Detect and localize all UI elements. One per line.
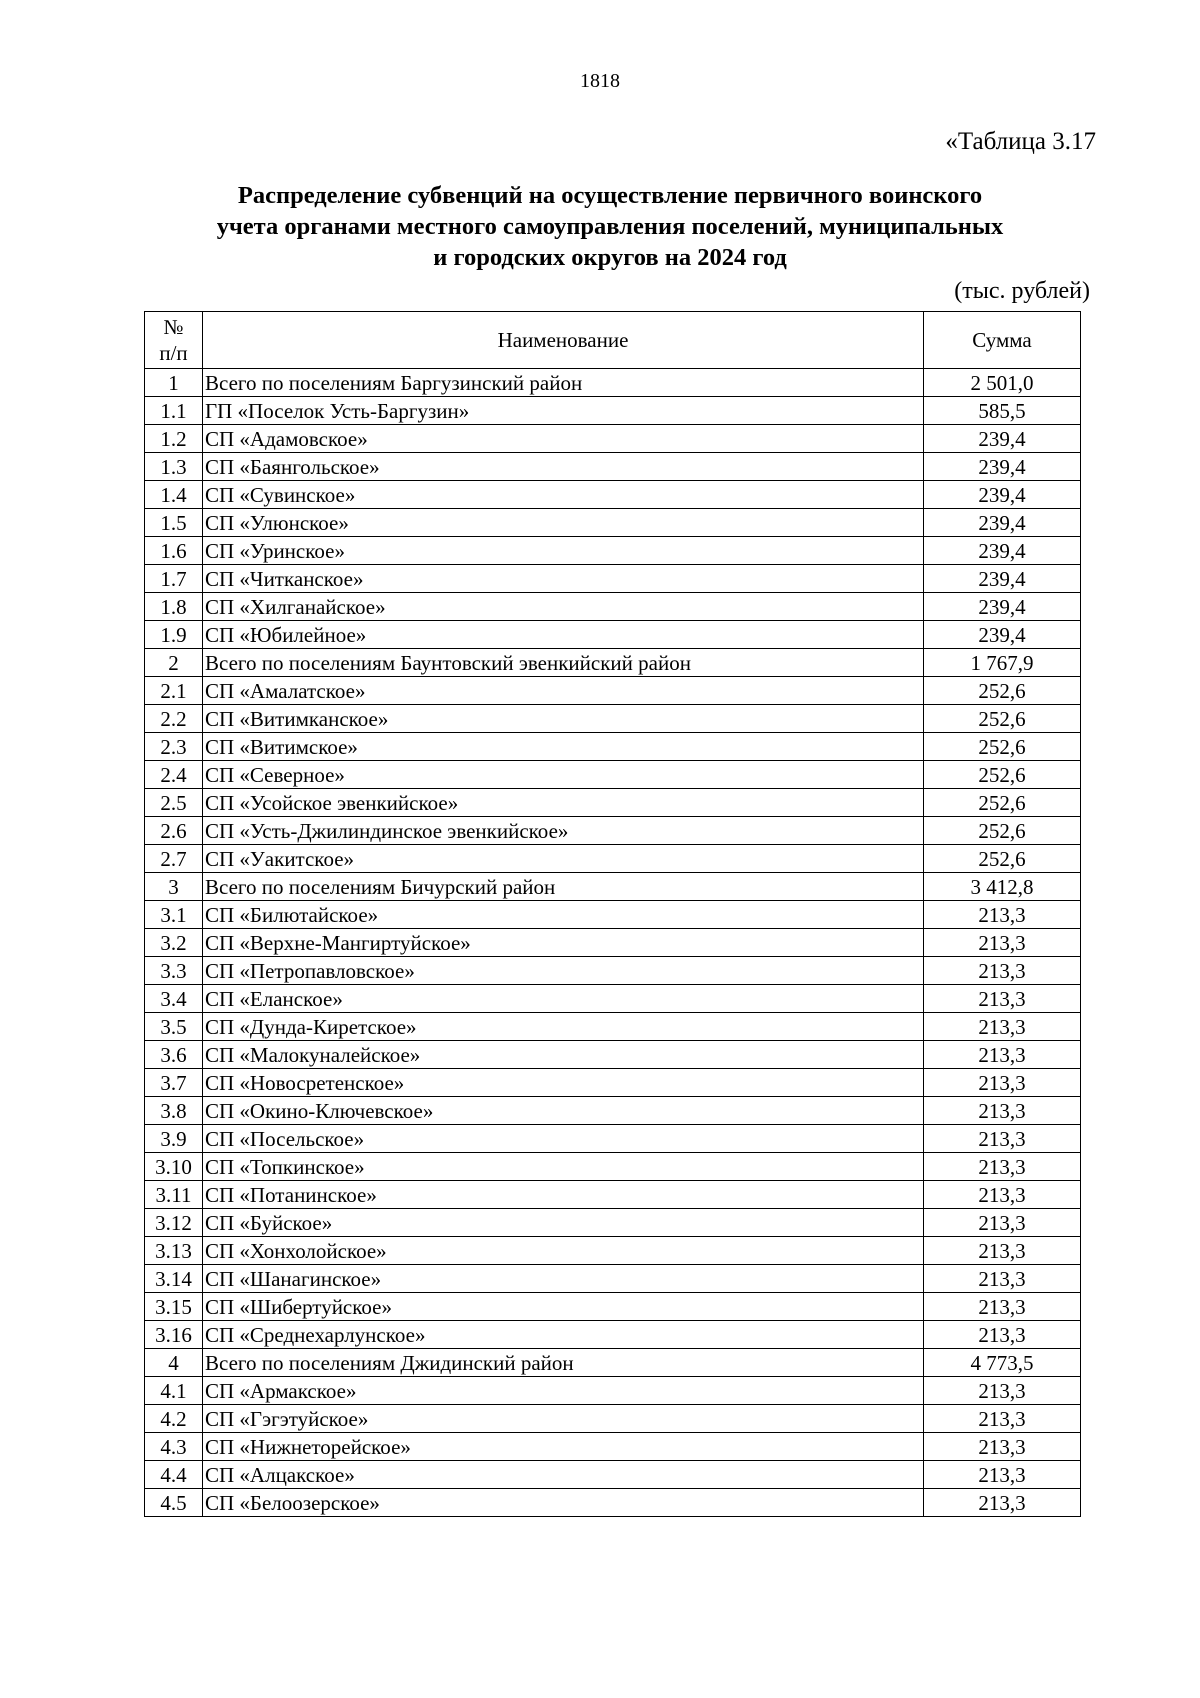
row-sum: 213,3 [924, 985, 1081, 1013]
table-row [145, 761, 1081, 789]
row-number: 2 [145, 649, 203, 677]
row-number: 3.2 [145, 929, 203, 957]
row-name: СП «Улюнское» [203, 509, 924, 537]
row-sum: 213,3 [924, 1265, 1081, 1293]
row-name: СП «Витимканское» [203, 705, 924, 733]
header-number [145, 312, 203, 369]
row-number: 4.2 [145, 1405, 203, 1433]
table-row [145, 1013, 1081, 1041]
row-sum: 585,5 [924, 397, 1081, 425]
row-number: 4 [145, 1349, 203, 1377]
table-row [145, 1153, 1081, 1181]
row-number: 4.4 [145, 1461, 203, 1489]
row-number: 2.1 [145, 677, 203, 705]
row-sum: 239,4 [924, 509, 1081, 537]
subvention-table [144, 311, 1081, 1517]
row-sum: 252,6 [924, 677, 1081, 705]
table-row [145, 369, 1081, 397]
row-name: СП «Витимское» [203, 733, 924, 761]
table-row [145, 453, 1081, 481]
row-number: 3.4 [145, 985, 203, 1013]
row-name: СП «Шанагинское» [203, 1265, 924, 1293]
row-number: 1.5 [145, 509, 203, 537]
row-number: 3.16 [145, 1321, 203, 1349]
table-row [145, 985, 1081, 1013]
table-row [145, 789, 1081, 817]
row-number: 3.12 [145, 1209, 203, 1237]
row-name: СП «Адамовское» [203, 425, 924, 453]
row-number: 2.7 [145, 845, 203, 873]
row-number: 1 [145, 369, 203, 397]
row-name: СП «Уакитское» [203, 845, 924, 873]
table-row [145, 1405, 1081, 1433]
row-name: ГП «Поселок Усть-Баргузин» [203, 397, 924, 425]
row-number: 1.1 [145, 397, 203, 425]
row-sum: 213,3 [924, 1489, 1081, 1517]
row-sum: 213,3 [924, 1181, 1081, 1209]
row-sum: 213,3 [924, 1209, 1081, 1237]
row-number: 4.3 [145, 1433, 203, 1461]
row-sum: 213,3 [924, 1069, 1081, 1097]
row-sum: 239,4 [924, 593, 1081, 621]
row-sum: 213,3 [924, 1377, 1081, 1405]
row-name: Всего по поселениям Баргузинский район [203, 369, 924, 397]
row-name: СП «Окино-Ключевское» [203, 1097, 924, 1125]
table-row [145, 845, 1081, 873]
row-name: СП «Уринское» [203, 537, 924, 565]
row-name: СП «Хонхолойское» [203, 1237, 924, 1265]
row-name: СП «Усойское эвенкийское» [203, 789, 924, 817]
row-sum: 213,3 [924, 1293, 1081, 1321]
row-name: СП «Шибертуйское» [203, 1293, 924, 1321]
row-name: СП «Буйское» [203, 1209, 924, 1237]
row-sum: 239,4 [924, 425, 1081, 453]
row-name: СП «Северное» [203, 761, 924, 789]
units-label: (тыс. рублей) [954, 278, 1090, 304]
row-number: 3.11 [145, 1181, 203, 1209]
row-number: 2.3 [145, 733, 203, 761]
table-row [145, 1181, 1081, 1209]
table-row [145, 1461, 1081, 1489]
row-number: 3.15 [145, 1293, 203, 1321]
table-row [145, 1097, 1081, 1125]
row-sum: 252,6 [924, 789, 1081, 817]
header-number-sign: № [163, 315, 184, 339]
row-number: 1.2 [145, 425, 203, 453]
table-row [145, 509, 1081, 537]
row-sum: 239,4 [924, 453, 1081, 481]
row-sum: 213,3 [924, 957, 1081, 985]
row-name: СП «Верхне-Мангиртуйское» [203, 929, 924, 957]
row-name: СП «Алцакское» [203, 1461, 924, 1489]
row-name: СП «Среднехарлунское» [203, 1321, 924, 1349]
row-sum: 1 767,9 [924, 649, 1081, 677]
header-name: Наименование [203, 312, 924, 369]
table-row [145, 733, 1081, 761]
table-row [145, 593, 1081, 621]
row-name: СП «Малокуналейское» [203, 1041, 924, 1069]
row-name: Всего по поселениям Джидинский район [203, 1349, 924, 1377]
row-sum: 2 501,0 [924, 369, 1081, 397]
row-name: СП «Белоозерское» [203, 1489, 924, 1517]
table-row [145, 649, 1081, 677]
title-line-3: и городских округов на 2024 год [433, 244, 787, 271]
row-name: СП «Дунда-Киретское» [203, 1013, 924, 1041]
row-name: СП «Топкинское» [203, 1153, 924, 1181]
row-sum: 213,3 [924, 1405, 1081, 1433]
row-sum: 239,4 [924, 565, 1081, 593]
row-sum: 213,3 [924, 1153, 1081, 1181]
row-name: СП «Билютайское» [203, 901, 924, 929]
row-sum: 252,6 [924, 761, 1081, 789]
table-row [145, 1069, 1081, 1097]
row-name: СП «Баянгольское» [203, 453, 924, 481]
row-number: 2.5 [145, 789, 203, 817]
table-row [145, 1041, 1081, 1069]
row-number: 3.9 [145, 1125, 203, 1153]
row-name: СП «Усть-Джилиндинское эвенкийское» [203, 817, 924, 845]
row-name: СП «Юбилейное» [203, 621, 924, 649]
row-name: Всего по поселениям Бичурский район [203, 873, 924, 901]
table-body [145, 369, 1081, 1517]
table-reference: «Таблица 3.17 [945, 128, 1096, 155]
title-line-2: учета органами местного самоуправления поселений, муниципальных [216, 213, 1004, 240]
row-name: СП «Посельское» [203, 1125, 924, 1153]
row-sum: 239,4 [924, 537, 1081, 565]
header-number-pp: п/п [159, 341, 188, 365]
row-sum: 252,6 [924, 817, 1081, 845]
row-sum: 239,4 [924, 481, 1081, 509]
table-row [145, 1377, 1081, 1405]
table-row [145, 677, 1081, 705]
table-row [145, 929, 1081, 957]
row-name: СП «Новосретенское» [203, 1069, 924, 1097]
row-sum: 213,3 [924, 929, 1081, 957]
row-number: 4.1 [145, 1377, 203, 1405]
row-sum: 4 773,5 [924, 1349, 1081, 1377]
row-number: 1.3 [145, 453, 203, 481]
row-name: СП «Нижнеторейское» [203, 1433, 924, 1461]
row-number: 3.7 [145, 1069, 203, 1097]
row-number: 1.7 [145, 565, 203, 593]
table-row [145, 481, 1081, 509]
row-sum: 213,3 [924, 1041, 1081, 1069]
row-name: СП «Читканское» [203, 565, 924, 593]
row-number: 3.3 [145, 957, 203, 985]
row-number: 3.13 [145, 1237, 203, 1265]
header-sum: Сумма [924, 312, 1081, 369]
table-row [145, 537, 1081, 565]
row-sum: 252,6 [924, 733, 1081, 761]
row-sum: 252,6 [924, 845, 1081, 873]
row-sum: 213,3 [924, 1125, 1081, 1153]
row-sum: 213,3 [924, 1237, 1081, 1265]
row-sum: 252,6 [924, 705, 1081, 733]
row-sum: 239,4 [924, 621, 1081, 649]
row-name: СП «Гэгэтуйское» [203, 1405, 924, 1433]
row-number: 3.1 [145, 901, 203, 929]
table-row [145, 1433, 1081, 1461]
table-row [145, 1321, 1081, 1349]
row-number: 2.4 [145, 761, 203, 789]
table-row [145, 901, 1081, 929]
row-name: СП «Армакское» [203, 1377, 924, 1405]
table-row [145, 957, 1081, 985]
row-number: 3.5 [145, 1013, 203, 1041]
row-number: 1.8 [145, 593, 203, 621]
row-number: 3.6 [145, 1041, 203, 1069]
table-row [145, 1293, 1081, 1321]
row-number: 2.6 [145, 817, 203, 845]
table-row [145, 1125, 1081, 1153]
row-sum: 3 412,8 [924, 873, 1081, 901]
row-number: 1.9 [145, 621, 203, 649]
row-number: 3.10 [145, 1153, 203, 1181]
table-row [145, 565, 1081, 593]
table-row [145, 621, 1081, 649]
row-name: СП «Петропавловское» [203, 957, 924, 985]
row-name: СП «Хилганайское» [203, 593, 924, 621]
row-sum: 213,3 [924, 1321, 1081, 1349]
table-row [145, 1265, 1081, 1293]
row-sum: 213,3 [924, 1433, 1081, 1461]
row-number: 3.14 [145, 1265, 203, 1293]
table-row [145, 1209, 1081, 1237]
table-row [145, 397, 1081, 425]
row-name: СП «Еланское» [203, 985, 924, 1013]
table-row [145, 1349, 1081, 1377]
table-row [145, 1237, 1081, 1265]
row-name: СП «Сувинское» [203, 481, 924, 509]
table-row [145, 873, 1081, 901]
title-line-1: Распределение субвенций на осуществление первичного воинского [237, 182, 983, 209]
row-name: СП «Потанинское» [203, 1181, 924, 1209]
row-sum: 213,3 [924, 1097, 1081, 1125]
table-row [145, 1489, 1081, 1517]
row-number: 1.6 [145, 537, 203, 565]
document-title [140, 180, 1080, 273]
row-sum: 213,3 [924, 1461, 1081, 1489]
row-number: 4.5 [145, 1489, 203, 1517]
row-sum: 213,3 [924, 1013, 1081, 1041]
table-row [145, 817, 1081, 845]
row-number: 3 [145, 873, 203, 901]
table-row [145, 425, 1081, 453]
page-number: 1818 [580, 70, 620, 92]
row-number: 2.2 [145, 705, 203, 733]
row-name: СП «Амалатское» [203, 677, 924, 705]
row-name: Всего по поселениям Баунтовский эвенкийский район [203, 649, 924, 677]
row-sum: 213,3 [924, 901, 1081, 929]
table-row [145, 705, 1081, 733]
row-number: 1.4 [145, 481, 203, 509]
table-header-row [145, 312, 1081, 369]
row-number: 3.8 [145, 1097, 203, 1125]
